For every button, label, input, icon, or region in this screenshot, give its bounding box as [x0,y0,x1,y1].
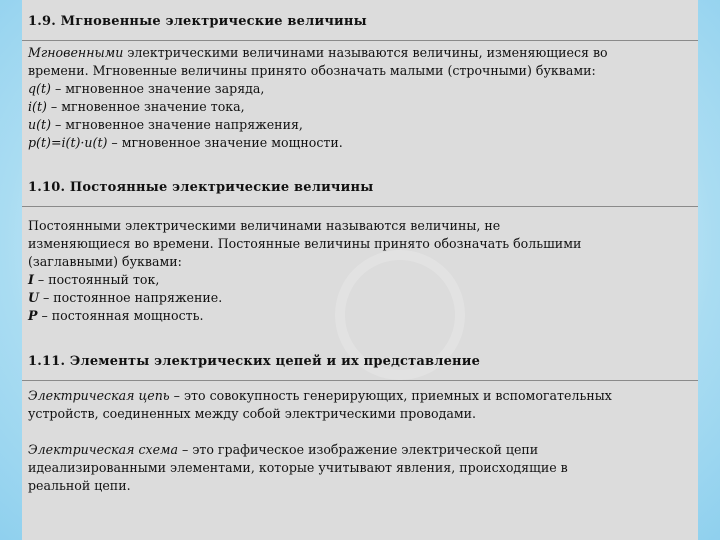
separator-line [22,206,698,207]
text-line: времени. Мгновенные величины принято обозначать малыми (строчными) буквами: [28,63,596,78]
paragraph-instant-quantities [28,44,688,152]
list-item-const-power [28,307,688,325]
heading-1-9: 1.9. Мгновенные электрические величины [28,14,367,29]
text-line [28,441,688,459]
item-desc: – мгновенное значение напряжения, [51,117,303,132]
term-instant: Мгновенными [28,45,124,60]
list-item-charge [28,80,688,98]
text-line: изменяющиеся во времени. Постоянные величины принято обозначать большими [28,236,582,251]
text-span: – это графическое изображение электрической цепи [178,442,539,457]
text-line: Постоянными электрическими величинами называются величины, не [28,218,501,233]
term-schematic: Электрическая схема [28,442,179,457]
list-item-voltage [28,116,688,134]
text-line [28,44,688,62]
paragraph-circuit [28,387,688,423]
symbol-I: I [28,272,34,287]
symbol-i: i(t) [28,99,47,114]
list-item-const-voltage [28,289,688,307]
term-circuit: Электрическая цепь [28,388,170,403]
item-desc: – мгновенное значение тока, [46,99,245,114]
separator-line [22,380,698,381]
paragraph-schematic [28,441,688,495]
list-item-const-current [28,271,688,289]
separator-line [22,40,698,41]
text-span: электрическими величинами называются величины, изменяющиеся во [123,45,608,60]
list-item-power [28,134,688,152]
item-desc: – постоянная мощность. [37,308,204,323]
item-desc: – постоянное напряжение. [38,290,223,305]
symbol-U: U [28,290,39,305]
text-span: – это совокупность генерирующих, приемных и вспомогательных [169,388,612,403]
text-line: устройств, соединенных между собой электрическими проводами. [28,406,477,421]
text-line: (заглавными) буквами: [28,254,182,269]
symbol-u: u(t) [28,117,51,132]
symbol-p: p(t)=i(t)·u(t) [28,135,108,150]
text-line: реальной цепи. [28,478,131,493]
item-desc: – мгновенное значение мощности. [107,135,343,150]
text-line [28,387,688,405]
text-line: идеализированными элементами, которые учитывают явления, происходящие в [28,460,568,475]
symbol-P: P [28,308,38,323]
paragraph-constant-quantities [28,217,688,325]
symbol-q: q(t) [28,81,51,96]
list-item-current [28,98,688,116]
item-desc: – постоянный ток, [33,272,160,287]
item-desc: – мгновенное значение заряда, [50,81,265,96]
heading-1-11: 1.11. Элементы электрических цепей и их представление [28,354,481,369]
heading-1-10: 1.10. Постоянные электрические величины [28,180,374,195]
